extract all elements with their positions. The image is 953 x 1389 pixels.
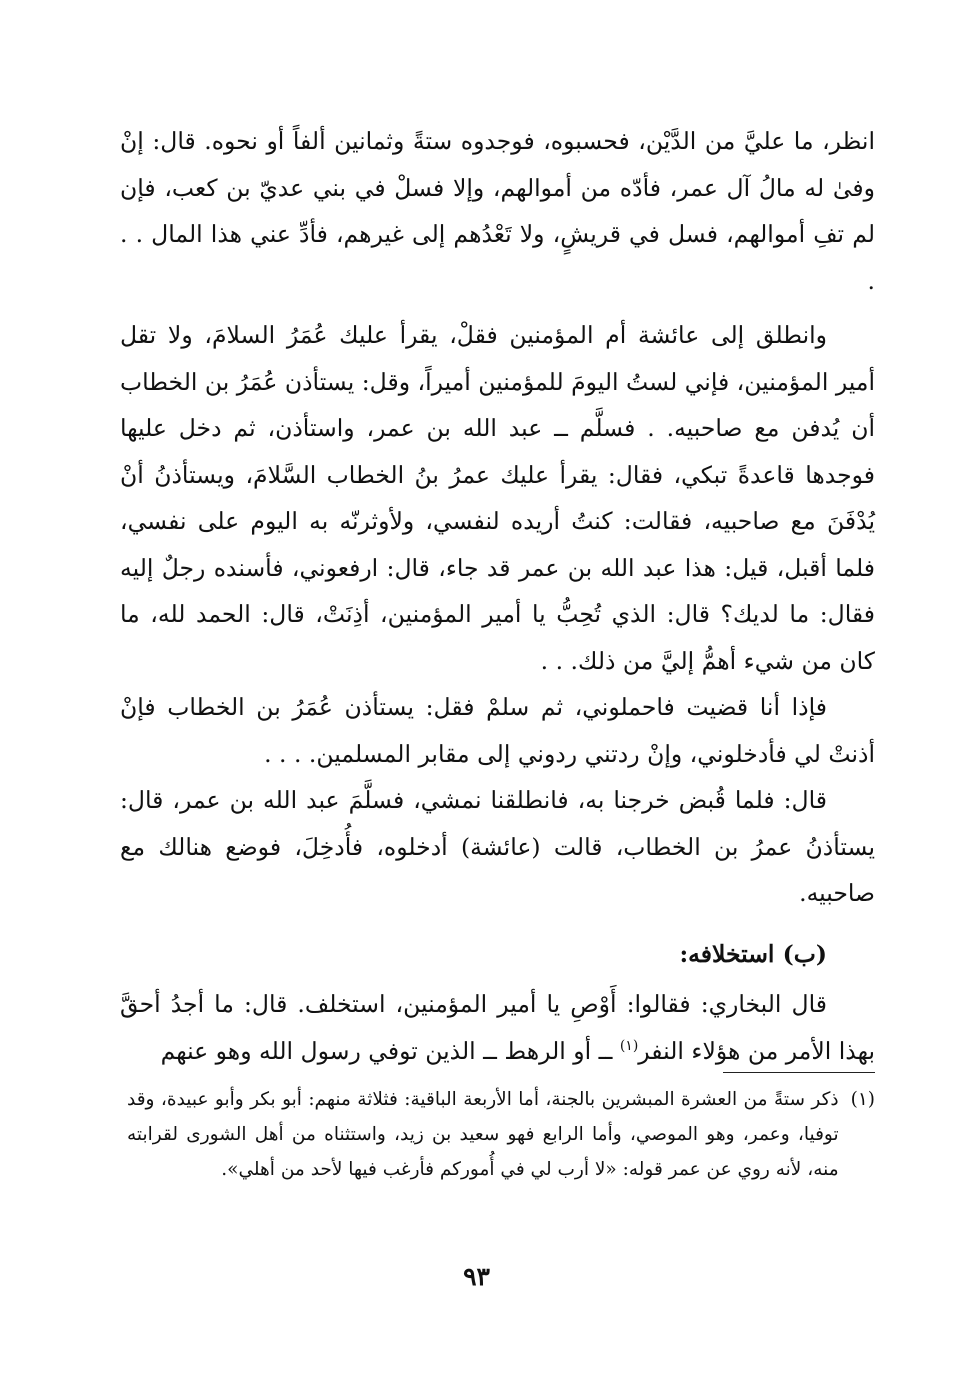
paragraph-burial: قال: فلما قُبض خرجنا به، فانطلقنا نمشي، فسلَّمَ عبد الله بن عمر، قال: يستأذنُ عمرُ بن الخطاب، قالت (عائشة) أدخلوه، فأُدخِلَ، فوضع هنالك مع صاحبيه. [120,786,875,907]
footnote-item [127,1082,875,1187]
succession-text-end: ــ أو الرهط ــ الذين توفي رسول الله وهو عنهم [160,1036,620,1065]
footnote-reference: (١) [619,1037,639,1054]
paragraph-debt: انظر، ما عليَّ من الدَّيْن، فحسبوه، فوجدوه ستةً وثمانين ألفاً أو نحوه. قال: إنْ وفىٰ له مالُ آل عمر، فأدّه من أموالهم، وإلا فسلْ في بني عديّ بن كعب، فإن لم تفِ أموالهم، فسل في قريشٍ، ولا تَعْدُهم إلى غيرهم، فأدِّ عني هذا المال . . . [120,127,875,295]
page-number: ٩٣ [463,1262,490,1291]
footnote-divider [723,1072,875,1073]
footnotes-block [127,1082,875,1187]
main-text-block [120,118,875,1074]
paragraph-carry-me: فإذا أنا قضيت فاحملوني، ثم سلمْ فقل: يستأذن عُمَرُ بن الخطاب فإنْ أذنتْ لي فأدخلوني، وإنْ ردتني ردوني إلى مقابر المسلمين. . . . [120,693,875,768]
section-heading: (ب) استخلافه: [679,939,827,968]
paragraph-aisha-permission: وانطلق إلى عائشة أم المؤمنين فقلْ، يقرأ عليك عُمَرُ السلامَ، ولا تقل أمير المؤمنين، فإني لستُ اليومَ للمؤمنين أميراً، وقل: يستأذن عُمَرُ بن الخطاب أن يُدفن مع صاحبيه. . فسلَّم ــ عبد الله بن عمر، واستأذن، ثم دخل عليها فوجدها قاعدةً تبكي، فقال: يقرأ عليك عمرُ بنُ الخطاب السَّلامَ، ويستأذنُ أنْ يُدْفَنَ مع صاحبيه، فقالت: كنتُ أريده لنفسي، ولأوثرنّه به اليوم على نفسي، فلما أقبل، قيل: هذا عبد الله بن عمر قد جاء، قال: ارفعوني، فأسنده رجلٌ إليه فقال: ما لديك؟ قال: الذي تُحِبُّ يا أمير المؤمنين، أذِنَتْ، قال: الحمد لله، ما كان من شيء أهمُّ إليَّ من ذلك. . . [119,321,875,675]
succession-text-start: قال البخاري: فقالوا: أَوْصِ يا أمير المؤمنين، استخلف. قال: ما أجدُ أحقَّ بهذا الأمر من هؤلاء النفر [120,990,875,1065]
footnote-marker: (١) [850,1089,875,1110]
paragraph-succession [120,981,875,1074]
footnote-text: ذكر ستةً من العشرة المبشرين بالجنة، أما الأربعة الباقية: فثلاثة منهم: أبو بكر وأبو عبيدة، وقد توفيا، وعمر، وهو الموصي، وأما الرابع فهو سعيد بن زيد، واستثناه من أهل الشورى لقرابته منه، لأنه روي عن عمر قوله: «لا أرب لي في أُموركم فأرغب فيها لأحد من أهلي». [127,1089,839,1180]
